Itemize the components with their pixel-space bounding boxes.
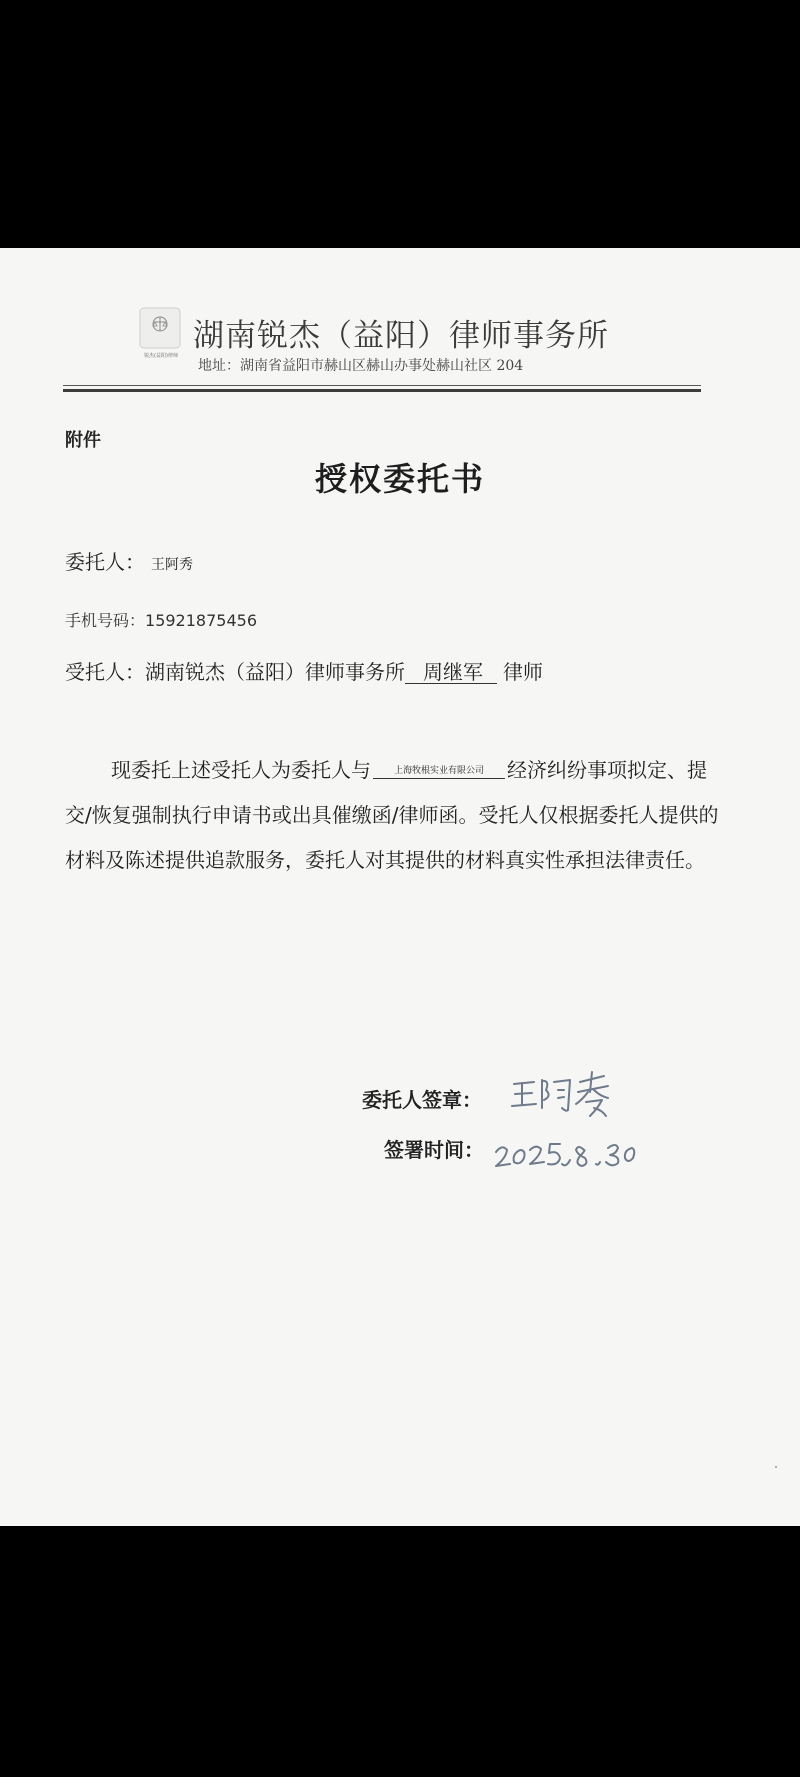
firm-address: 地址：湖南省益阳市赫山区赫山办事处赫山社区 204 bbox=[198, 358, 524, 374]
header-divider-thin bbox=[63, 385, 701, 386]
law-firm-logo bbox=[138, 306, 182, 350]
agent-label: 受托人：湖南锐杰（益阳）律师事务所 bbox=[65, 660, 405, 684]
authorization-body bbox=[65, 748, 725, 883]
document-page bbox=[0, 248, 800, 1526]
firm-name: 湖南锐杰（益阳）律师事务所 bbox=[193, 318, 609, 354]
agent-name: 周继军 bbox=[405, 661, 497, 684]
letterhead bbox=[138, 306, 638, 376]
phone-label: 手机号码： bbox=[65, 611, 146, 630]
agent-suffix: 律师 bbox=[503, 660, 543, 684]
body-part-1: 现委托上述受托人为委托人与 bbox=[111, 758, 371, 782]
agent-field bbox=[65, 656, 543, 685]
phone-field bbox=[65, 608, 257, 631]
handwritten-signature bbox=[508, 1066, 628, 1126]
scan-speck bbox=[775, 1466, 777, 1468]
body-part-2: 经济纠纷事项拟定、提交/恢复强制执行申请书或出具催缴函/律师函。受托人仅根据委托人提供的材料及陈述提供追款服务，委托人对其提供的材料真实性承担法律责任。 bbox=[65, 758, 719, 872]
principal-value: 王阿秀 bbox=[151, 557, 193, 573]
document-title: 授权委托书 bbox=[314, 460, 485, 498]
header-divider-thick bbox=[63, 389, 701, 392]
principal-label: 委托人： bbox=[65, 550, 145, 574]
seal-label: 委托人签章： bbox=[362, 1088, 482, 1112]
counterparty-name: 上海牧根实业有限公司 bbox=[373, 764, 505, 779]
handwritten-date bbox=[492, 1128, 642, 1178]
phone-value: 15921875456 bbox=[145, 611, 257, 630]
principal-field bbox=[65, 546, 193, 575]
attachment-label: 附件 bbox=[65, 430, 101, 451]
logo-caption: 锐杰(益阳)律师 bbox=[144, 353, 178, 359]
date-label: 签署时间： bbox=[384, 1138, 484, 1162]
